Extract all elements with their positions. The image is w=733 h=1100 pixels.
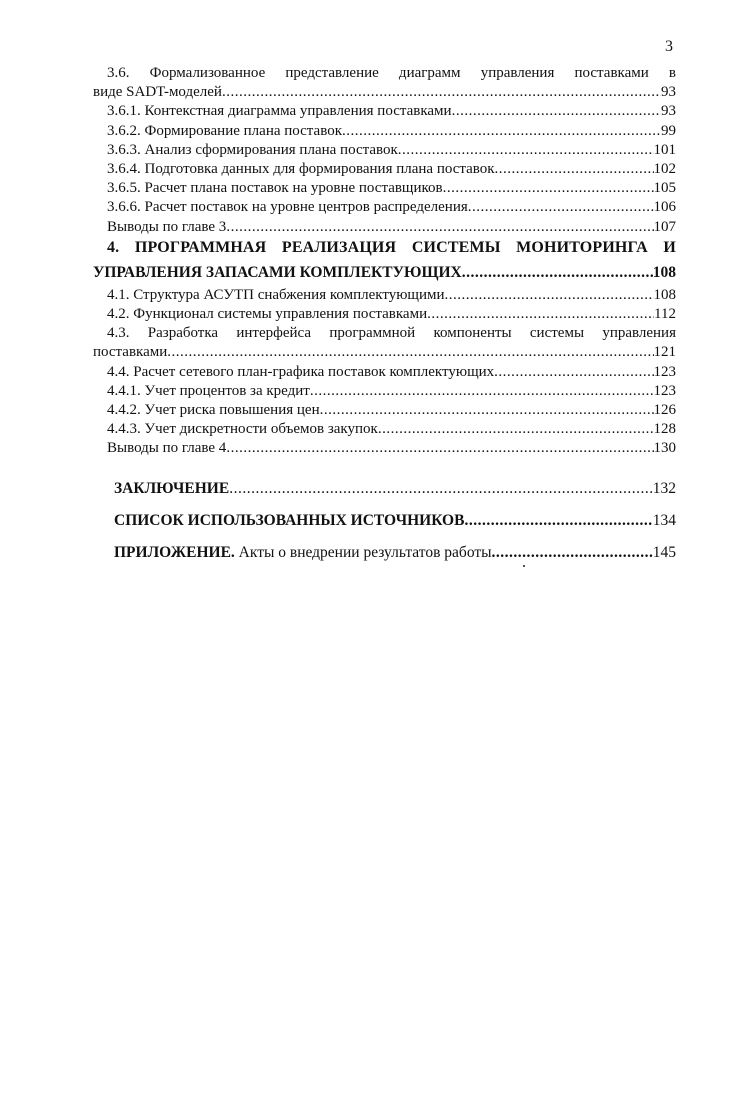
toc-entry-label: 3.6.2. Формирование плана поставок — [107, 122, 342, 139]
dot-leader — [492, 543, 653, 563]
dot-leader — [226, 218, 653, 237]
dot-leader — [167, 343, 653, 362]
toc-page-number: 145 — [652, 543, 676, 561]
toc-entry-label: 3.6.4. Подготовка данных для формирования плана поставок — [107, 161, 495, 178]
toc-entry-3-6[interactable] — [93, 83, 676, 102]
dot-leader — [427, 305, 654, 324]
toc-chapter-4-line1[interactable]: 4. ПРОГРАММНАЯ РЕАЛИЗАЦИЯ СИСТЕМЫ МОНИТОРИНГА И — [107, 238, 676, 256]
table-of-contents — [93, 64, 676, 563]
toc-page-number: 106 — [653, 199, 676, 216]
toc-entry-label: 4.4.2. Учет риска повышения цен — [107, 402, 320, 419]
toc-entry-label: 4.4.1. Учет процентов за кредит — [107, 382, 310, 399]
toc-entry-label: виде SADT-моделей — [93, 84, 222, 101]
toc-entry-3-6-5[interactable] — [93, 179, 676, 198]
toc-page-number: 108 — [653, 286, 676, 303]
toc-page-number: 107 — [653, 218, 676, 235]
toc-page-number: 93 — [661, 103, 676, 120]
dot-leader — [443, 179, 654, 198]
toc-chapter-4[interactable] — [93, 262, 676, 284]
toc-page-number: 101 — [653, 141, 676, 158]
toc-entry-label: Выводы по главе 3 — [107, 218, 227, 235]
toc-entry-4-4[interactable] — [93, 363, 676, 382]
toc-entry-3-6-6[interactable] — [93, 198, 676, 217]
page-number: 3 — [665, 38, 673, 55]
dot-leader — [320, 401, 654, 420]
toc-page-number: 121 — [653, 344, 676, 361]
dot-leader — [226, 439, 653, 458]
toc-page-number: 93 — [661, 84, 676, 101]
dot-leader — [462, 262, 653, 284]
toc-entry-label: 3.6.1. Контекстная диаграмма управления поставками — [107, 103, 452, 120]
dot-leader — [398, 141, 654, 160]
toc-entry-label: ЗАКЛЮЧЕНИЕ — [114, 479, 230, 497]
dot-leader — [464, 511, 652, 531]
toc-page-number: 130 — [653, 440, 676, 457]
toc-entry-label: 4.4. Расчет сетевого план-графика поставок комплектующих — [107, 363, 495, 380]
toc-entry-4-4-2[interactable] — [93, 401, 676, 420]
dot-leader — [222, 83, 661, 102]
toc-page-number: 112 — [654, 306, 676, 323]
toc-page-number: 123 — [653, 363, 676, 380]
toc-page-number: 126 — [653, 402, 676, 419]
dot-leader — [378, 420, 654, 439]
dot-leader — [445, 286, 654, 305]
toc-entry-4-4-3[interactable] — [93, 420, 676, 439]
toc-section-appendix[interactable] — [93, 543, 676, 563]
dot-leader — [494, 363, 653, 382]
toc-entry-3-6-4[interactable] — [93, 160, 676, 179]
dot-leader — [495, 160, 654, 179]
dot-leader — [310, 382, 654, 401]
toc-entry-label: 4.2. Функционал системы управления поставками — [107, 306, 428, 323]
dot-leader — [452, 102, 661, 121]
toc-page-number: 102 — [653, 161, 676, 178]
dot-leader — [468, 198, 654, 217]
toc-page-number: 123 — [653, 382, 676, 399]
toc-entry-3-6-2[interactable] — [93, 122, 676, 141]
toc-entry-3-6-1[interactable] — [93, 102, 676, 121]
toc-entry-label: 3.6.3. Анализ сформирования плана поставок — [107, 141, 398, 158]
toc-entry-label: 3.6.5. Расчет плана поставок на уровне поставщиков — [107, 180, 443, 197]
toc-page-number: 108 — [652, 263, 676, 281]
toc-entry-conclusions-4[interactable] — [93, 439, 676, 458]
toc-section-conclusion[interactable] — [93, 479, 676, 499]
toc-entry-label: поставками — [93, 344, 168, 361]
toc-entry-label — [114, 543, 492, 563]
toc-page-number: 105 — [653, 180, 676, 197]
toc-page-number: 134 — [652, 511, 676, 529]
toc-entry-4-3-line1[interactable]: 4.3. Разработка интерфейса программной компоненты системы управления — [107, 325, 676, 342]
toc-entry-label: 4.4.3. Учет дискретности объемов закупок — [107, 421, 378, 438]
toc-entry-label: УПРАВЛЕНИЯ ЗАПАСАМИ КОМПЛЕКТУЮЩИХ — [93, 263, 462, 281]
toc-page-number: 132 — [652, 479, 676, 497]
appendix-subtitle: Акты о внедрении результатов работы — [234, 543, 492, 561]
toc-entry-3-6-3[interactable] — [93, 141, 676, 160]
dot-leader — [229, 479, 653, 499]
toc-page-number: 128 — [653, 421, 676, 438]
toc-entry-conclusions-3[interactable] — [93, 218, 676, 237]
toc-entry-4-2[interactable] — [93, 305, 676, 324]
toc-entry-label: СПИСОК ИСПОЛЬЗОВАННЫХ ИСТОЧНИКОВ — [114, 511, 465, 529]
toc-entry-label: 4.1. Структура АСУТП снабжения комплектующими — [107, 286, 445, 303]
toc-entry-4-3[interactable] — [93, 343, 676, 362]
toc-entry-label: 3.6.6. Расчет поставок на уровне центров распределения — [107, 199, 468, 216]
dot-leader — [342, 122, 661, 141]
toc-entry-label: Выводы по главе 4 — [107, 440, 227, 457]
toc-entry-4-1[interactable] — [93, 286, 676, 305]
toc-entry-4-4-1[interactable] — [93, 382, 676, 401]
toc-page-number: 99 — [661, 122, 676, 139]
appendix-title: ПРИЛОЖЕНИЕ. — [114, 543, 235, 561]
toc-section-references[interactable] — [93, 511, 676, 531]
scan-speck — [523, 565, 525, 567]
toc-entry-3-6-line1[interactable]: 3.6. Формализованное представление диаграмм управления поставками в — [107, 65, 676, 81]
